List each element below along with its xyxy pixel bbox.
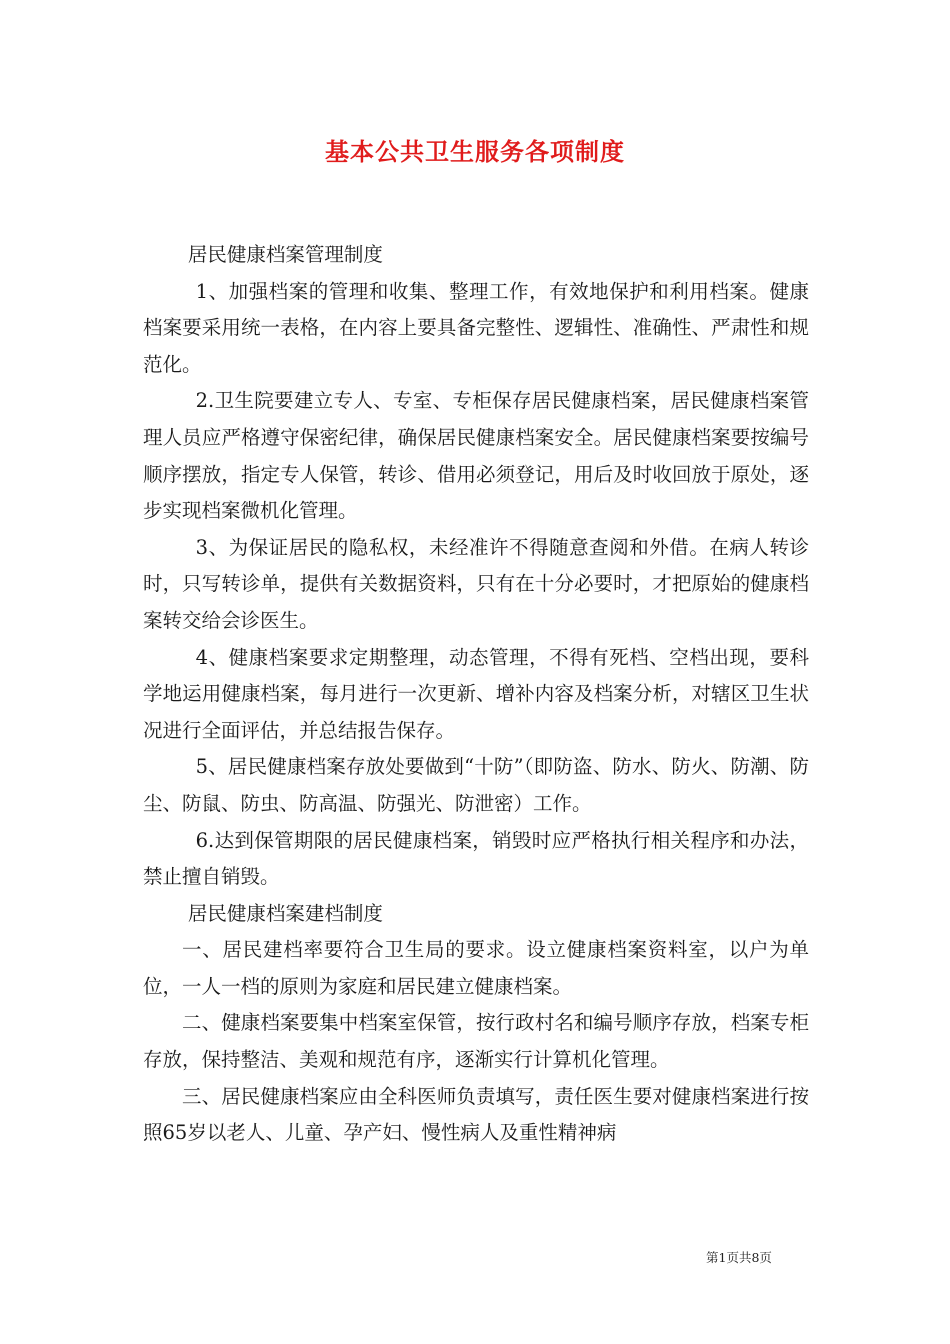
document-title: 基本公共卫生服务各项制度: [325, 137, 625, 166]
paragraph: 5、居民健康档案存放处要做到“十防”（即防盗、防水、防火、防潮、防尘、防鼠、防虫、防高温、防强光、防泄密）工作。: [143, 755, 809, 815]
paragraph: 4、健康档案要求定期整理，动态管理，不得有死档、空档出现，要科学地运用健康档案，每月进行一次更新、增补内容及档案分析，对辖区卫生状况进行全面评估，并总结报告保存。: [143, 645, 809, 742]
document-body: [143, 237, 809, 1152]
paragraph: 二、健康档案要集中档案室保管，按行政村名和编号顺序存放，档案专柜存放，保持整洁、美观和规范有序，逐渐实行计算机化管理。: [143, 1011, 809, 1072]
paragraph: 三、居民健康档案应由全科医师负责填写，责任医生要对健康档案进行按照65岁以老人、儿童、孕产妇、慢性病人及重性精神病: [143, 1084, 809, 1145]
paragraph: 3、为保证居民的隐私权，未经准许不得随意查阅和外借。在病人转诊时，只写转诊单，提供有关数据资料，只有在十分必要时，才把原始的健康档案转交给会诊医生。: [143, 535, 809, 632]
section-heading: 居民健康档案管理制度: [187, 243, 383, 266]
paragraph: 一、居民建档率要符合卫生局的要求。设立健康档案资料室，以户为单位，一人一档的原则为家庭和居民建立健康档案。: [143, 938, 809, 998]
page-number: 第1页共8页: [706, 1250, 772, 1265]
paragraph: 2.卫生院要建立专人、专室、专柜保存居民健康档案，居民健康档案管理人员应严格遵守保密纪律，确保居民健康档案安全。居民健康档案要按编号顺序摆放，指定专人保管，转诊、借用必须登记，用后及时收回放于原处，逐步实现档案微机化管理。: [143, 389, 809, 523]
paragraph: 1、加强档案的管理和收集、整理工作，有效地保护和利用档案。健康档案要采用统一表格，在内容上要具备完整性、逻辑性、准确性、严肃性和规范化。: [143, 279, 809, 376]
section-heading: 居民健康档案建档制度: [187, 901, 383, 925]
paragraph: 6.达到保管期限的居民健康档案，销毁时应严格执行相关程序和办法，禁止擅自销毁。: [143, 828, 809, 889]
